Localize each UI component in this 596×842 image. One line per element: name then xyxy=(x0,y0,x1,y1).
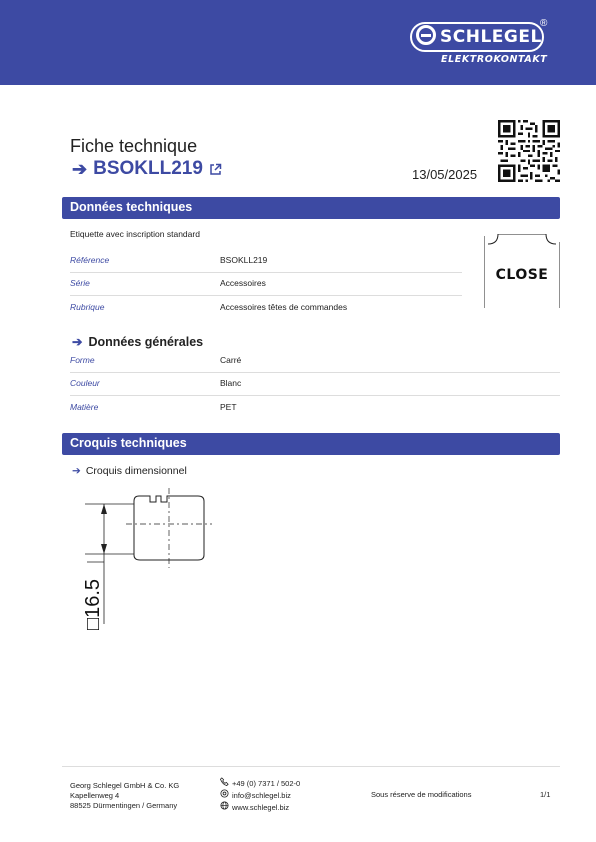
spec-label: Référence xyxy=(70,255,110,265)
spec-value: PET xyxy=(220,402,237,412)
globe-icon xyxy=(220,801,229,810)
logo-emblem-icon xyxy=(416,25,436,45)
section-technical-data: Données techniques xyxy=(62,197,560,219)
brand-logo xyxy=(410,18,566,68)
footer-address xyxy=(70,781,179,811)
company-city: 88525 Dürmentingen / Germany xyxy=(70,801,178,810)
general-data-title: Données générales xyxy=(88,334,204,349)
logo-tagline: ELEKTROKONTAKT xyxy=(441,54,548,65)
footer-phone[interactable]: +49 (0) 7371 / 502-0 xyxy=(220,777,300,789)
arrow-right-icon: ➔ xyxy=(72,158,88,179)
page-number: 1/1 xyxy=(540,790,551,799)
general-data-heading xyxy=(72,334,203,349)
at-sign-icon xyxy=(220,789,229,798)
spec-label: Série xyxy=(70,278,90,288)
logo-registered-mark: ® xyxy=(540,18,548,29)
external-link-icon[interactable] xyxy=(209,163,222,176)
dimension-sketch-title: Croquis dimensionnel xyxy=(85,465,187,477)
arrow-right-icon: ➔ xyxy=(72,465,81,477)
footer-disclaimer: Sous réserve de modifications xyxy=(371,790,472,799)
footer-contact xyxy=(220,777,300,813)
dimension-drawing xyxy=(70,484,230,634)
spec-label: Rubrique xyxy=(70,302,105,312)
company-street: Kapellenweg 4 xyxy=(70,791,120,800)
spec-label: Matière xyxy=(70,402,99,412)
footer-divider xyxy=(62,766,560,767)
arrow-right-icon: ➔ xyxy=(72,335,83,349)
logo-wordmark: SCHLEGEL xyxy=(440,27,542,47)
spec-value: Blanc xyxy=(220,378,242,388)
spec-row-shape xyxy=(70,350,560,373)
spec-row-color xyxy=(70,373,560,396)
spec-value: Carré xyxy=(220,355,242,365)
phone-icon xyxy=(220,777,229,786)
section-technical-sketches: Croquis techniques xyxy=(62,433,560,455)
footer-email[interactable]: info@schlegel.biz xyxy=(220,789,300,801)
product-image-text: CLOSE xyxy=(495,267,549,283)
spec-value: Accessoires têtes de commandes xyxy=(220,302,348,312)
spec-value: Accessoires xyxy=(220,278,266,288)
qr-code xyxy=(498,120,560,182)
spec-label: Forme xyxy=(70,355,95,365)
dimension-sketch-heading xyxy=(72,465,187,477)
document-title: Fiche technique xyxy=(70,136,198,156)
spec-row-series xyxy=(70,273,462,296)
company-name: Georg Schlegel GmbH & Co. KG xyxy=(70,781,180,790)
document-date: 13/05/2025 xyxy=(412,167,478,182)
footer-website[interactable]: www.schlegel.biz xyxy=(220,801,300,813)
spec-row-category xyxy=(70,297,462,319)
product-description: Etiquette avec inscription standard xyxy=(70,229,200,239)
product-code: BSOKLL219 xyxy=(93,158,203,179)
dimension-label: □16.5 xyxy=(82,578,104,630)
spec-row-material xyxy=(70,397,560,419)
spec-row-reference xyxy=(70,250,462,273)
spec-label: Couleur xyxy=(70,378,100,388)
spec-value: BSOKLL219 xyxy=(220,255,268,265)
product-link[interactable] xyxy=(72,158,222,180)
